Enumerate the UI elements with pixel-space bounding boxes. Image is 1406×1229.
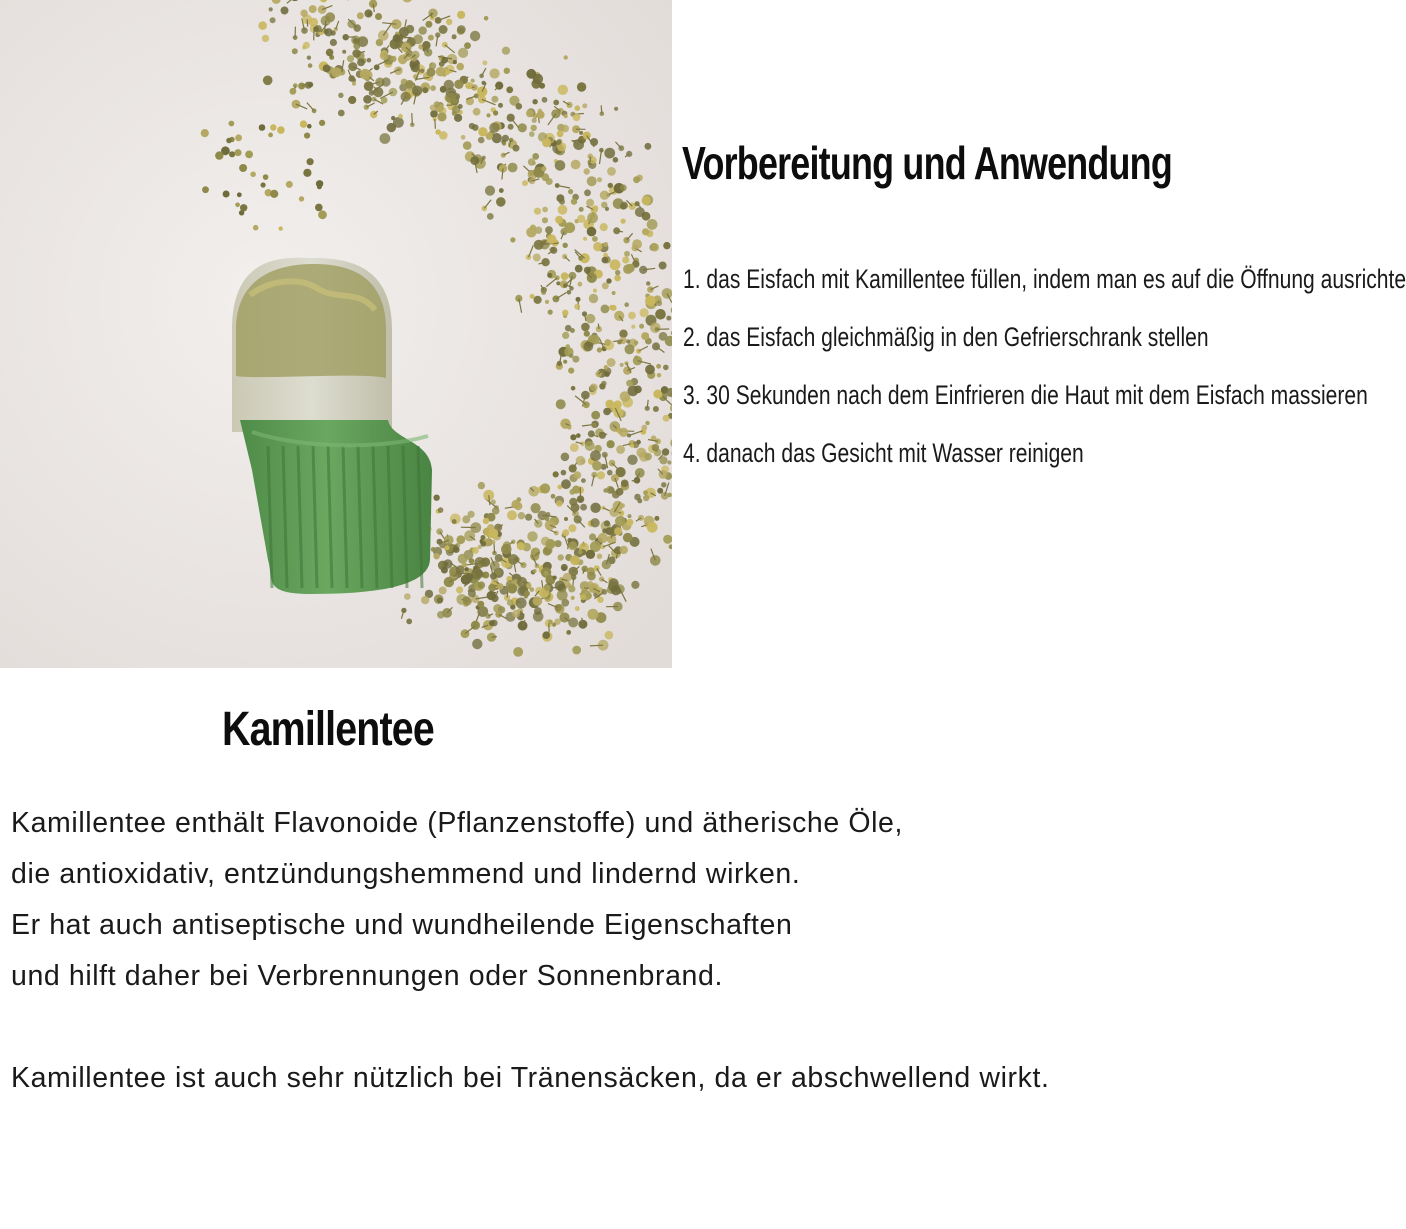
step-item: 2. das Eisfach gleichmäßig in den Gefrierschrank stellen	[683, 322, 1209, 352]
description-line: die antioxidativ, entzündungshemmend und lindernd wirken.	[11, 858, 801, 890]
steps-title: Vorbereitung und Anwendung	[682, 137, 1172, 189]
tea-title: Kamillentee	[222, 703, 434, 756]
ice-roller-chamomile-illustration	[0, 0, 672, 668]
description-line: Kamillentee ist auch sehr nützlich bei Tränensäcken, da er abschwellend wirkt.	[11, 1062, 1050, 1094]
product-photo	[0, 0, 672, 668]
paragraph-gap	[11, 1002, 1401, 1053]
description-line: Er hat auch antiseptische und wundheilende Eigenschaften	[11, 909, 793, 941]
description-line: und hilft daher bei Verbrennungen oder Sonnenbrand.	[11, 960, 723, 992]
step-item: 1. das Eisfach mit Kamillentee füllen, indem man es auf die Öffnung ausrichte	[683, 264, 1406, 294]
description-line: Kamillentee enthält Flavonoide (Pflanzenstoffe) und ätherische Öle,	[11, 807, 904, 839]
tea-description	[11, 798, 1401, 1104]
step-item: 3. 30 Sekunden nach dem Einfrieren die Haut mit dem Eisfach massieren	[683, 380, 1368, 410]
steps-list	[683, 250, 1406, 482]
step-item: 4. danach das Gesicht mit Wasser reinigen	[683, 438, 1084, 468]
